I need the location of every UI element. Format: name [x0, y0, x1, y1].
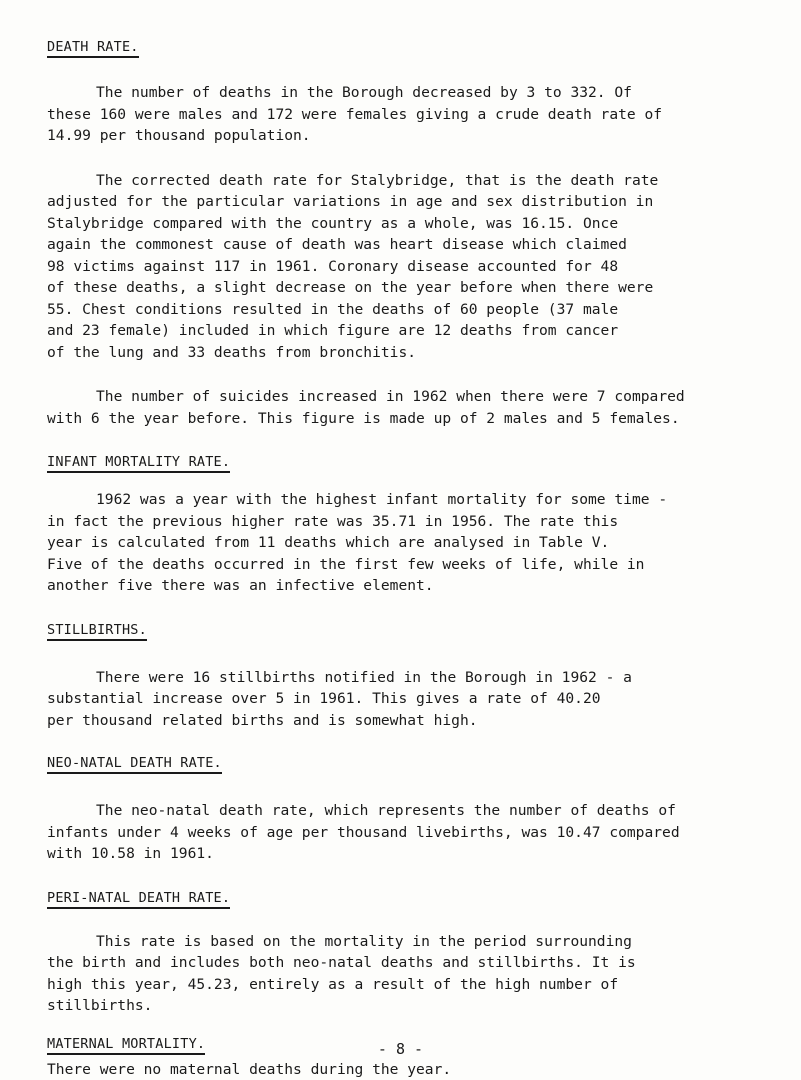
section-heading: PERI-NATAL DEATH RATE.: [47, 889, 230, 909]
paragraph: 1962 was a year with the highest infant mortality for some time - in fact the previous higher rate was 35.71 in 1956. The rate this year is calculated from 11 deaths which are analysed in Table V. Five of the deaths occurred in the first few weeks of life, while in another five there was an infective element.: [47, 489, 792, 597]
section-neo-natal-death-rate: [47, 752, 792, 865]
page-body: [47, 36, 792, 1080]
section-infant-mortality: [47, 451, 792, 597]
section-heading: STILLBIRTHS.: [47, 621, 147, 641]
section-stillbirths: [47, 619, 792, 732]
paragraph: The number of deaths in the Borough decreased by 3 to 332. Of these 160 were males and 172 were females giving a crude death rate of 14.99 per thousand population.: [47, 82, 792, 147]
section-death-rate: [47, 36, 792, 429]
section-heading: MATERNAL MORTALITY.: [47, 1035, 205, 1055]
section-peri-natal-death-rate: [47, 887, 792, 1017]
paragraph: The number of suicides increased in 1962 when there were 7 compared with 6 the year before. This figure is made up of 2 males and 5 females.: [47, 386, 792, 429]
paragraph: The corrected death rate for Stalybridge, that is the death rate adjusted for the particular variations in age and sex distribution in Stalybridge compared with the country as a whole, was 16.15. Once again the commonest cause of death was heart disease which claimed 98 victims against 117 in 1961. Coronary disease accounted for 48 of these deaths, a slight decrease on the year before when there were 55. Chest conditions resulted in the deaths of 60 people (37 male and 23 female) included in which figure are 12 deaths from cancer of the lung and 33 deaths from bronchitis.: [47, 170, 792, 364]
section-heading: INFANT MORTALITY RATE.: [47, 453, 230, 473]
section-heading: DEATH RATE.: [47, 38, 139, 58]
paragraph: There were no maternal deaths during the year.: [47, 1059, 792, 1080]
page-number: - 8 -: [0, 1040, 801, 1058]
section-heading: NEO-NATAL DEATH RATE.: [47, 754, 222, 774]
paragraph: There were 16 stillbirths notified in the Borough in 1962 - a substantial increase over 5 in 1961. This gives a rate of 40.20 per thousand related births and is somewhat high.: [47, 667, 792, 732]
paragraph: The neo-natal death rate, which represents the number of deaths of infants under 4 weeks of age per thousand livebirths, was 10.47 compared with 10.58 in 1961.: [47, 800, 792, 865]
paragraph: This rate is based on the mortality in the period surrounding the birth and includes both neo-natal deaths and stillbirths. It is high this year, 45.23, entirely as a result of the high number of stillbirths.: [47, 931, 792, 1017]
